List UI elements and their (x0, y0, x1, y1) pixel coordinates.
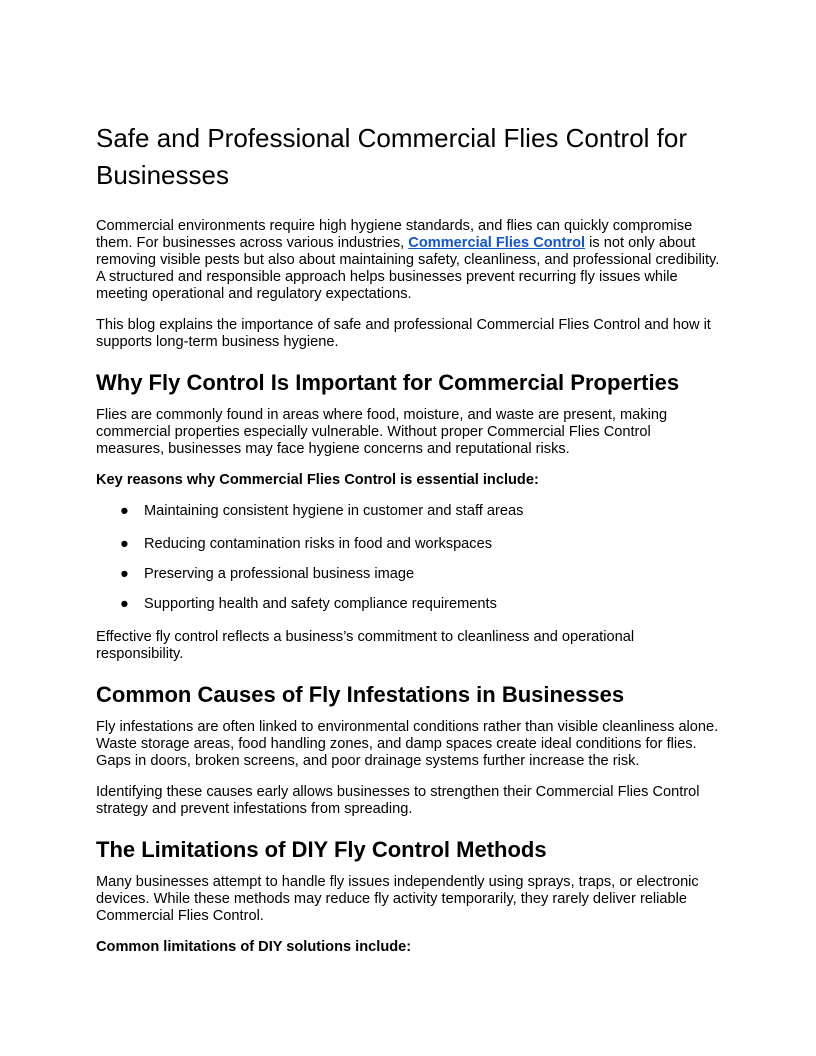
section-paragraph: Effective fly control reflects a business’s commitment to cleanliness and operational responsibility. (96, 629, 635, 662)
list-item (96, 536, 720, 553)
section-paragraph: Many businesses attempt to handle fly issues independently using sprays, traps, or electronic devices. While these methods may reduce fly activity temporarily, they rarely deliver reliable Commercial Flies Control. (96, 874, 699, 924)
list-item (96, 503, 720, 520)
list-intro-bold: Key reasons why Commercial Flies Control is essential include: (96, 472, 539, 488)
list-item (96, 566, 720, 583)
intro-paragraph (96, 218, 720, 303)
bullet-icon: ● (120, 566, 129, 582)
intro-text-before-link: Commercial environments require high hygiene standards, and flies can quickly compromise them. For businesses across various industries, (96, 218, 693, 251)
list-intro-bold: Common limitations of DIY solutions include: (96, 939, 412, 955)
page-title: Safe and Professional Commercial Flies Control for Businesses (96, 123, 688, 190)
list-item-text: Maintaining consistent hygiene in customer and staff areas (144, 503, 524, 519)
list-item-text: Reducing contamination risks in food and workspaces (144, 536, 493, 552)
section-paragraph: Flies are commonly found in areas where food, moisture, and waste are present, making commercial properties especially vulnerable. Without proper Commercial Flies Control measures, businesses may face hygiene concerns and reputational risks. (96, 407, 668, 457)
list-item-text: Preserving a professional business image (144, 566, 415, 582)
key-reasons-list (96, 503, 720, 613)
bullet-icon: ● (120, 536, 129, 552)
bullet-icon: ● (120, 503, 129, 519)
section-paragraph: Identifying these causes early allows businesses to strengthen their Commercial Flies Control strategy and prevent infestations from spreading. (96, 784, 700, 817)
commercial-flies-control-link[interactable]: Commercial Flies Control (408, 235, 586, 251)
list-intro (96, 939, 720, 956)
list-item (96, 596, 720, 613)
section-paragraph: Fly infestations are often linked to environmental conditions rather than visible cleanliness alone. Waste storage areas, food handling zones, and damp spaces create ideal conditions for flies. Gaps in doors, broken screens, and poor drainage systems further increase the risk. (96, 719, 719, 769)
document-page (96, 120, 720, 970)
list-item-text: Supporting health and safety compliance requirements (144, 596, 497, 612)
intro-paragraph-2: This blog explains the importance of safe and professional Commercial Flies Control and how it supports long-term business hygiene. (96, 317, 711, 350)
intro-text-after-link: is not only about removing visible pests but also about maintaining safety, cleanliness, and professional credibility. A structured and responsible approach helps businesses prevent recurring fly issues while meeting operational and regulatory expectations. (96, 235, 720, 302)
section-heading-why-fly-control: Why Fly Control Is Important for Commercial Properties (96, 370, 680, 395)
section-heading-common-causes: Common Causes of Fly Infestations in Businesses (96, 682, 625, 707)
list-intro (96, 472, 720, 489)
section-heading-diy-limitations: The Limitations of DIY Fly Control Methods (96, 837, 547, 862)
bullet-icon: ● (120, 596, 129, 612)
